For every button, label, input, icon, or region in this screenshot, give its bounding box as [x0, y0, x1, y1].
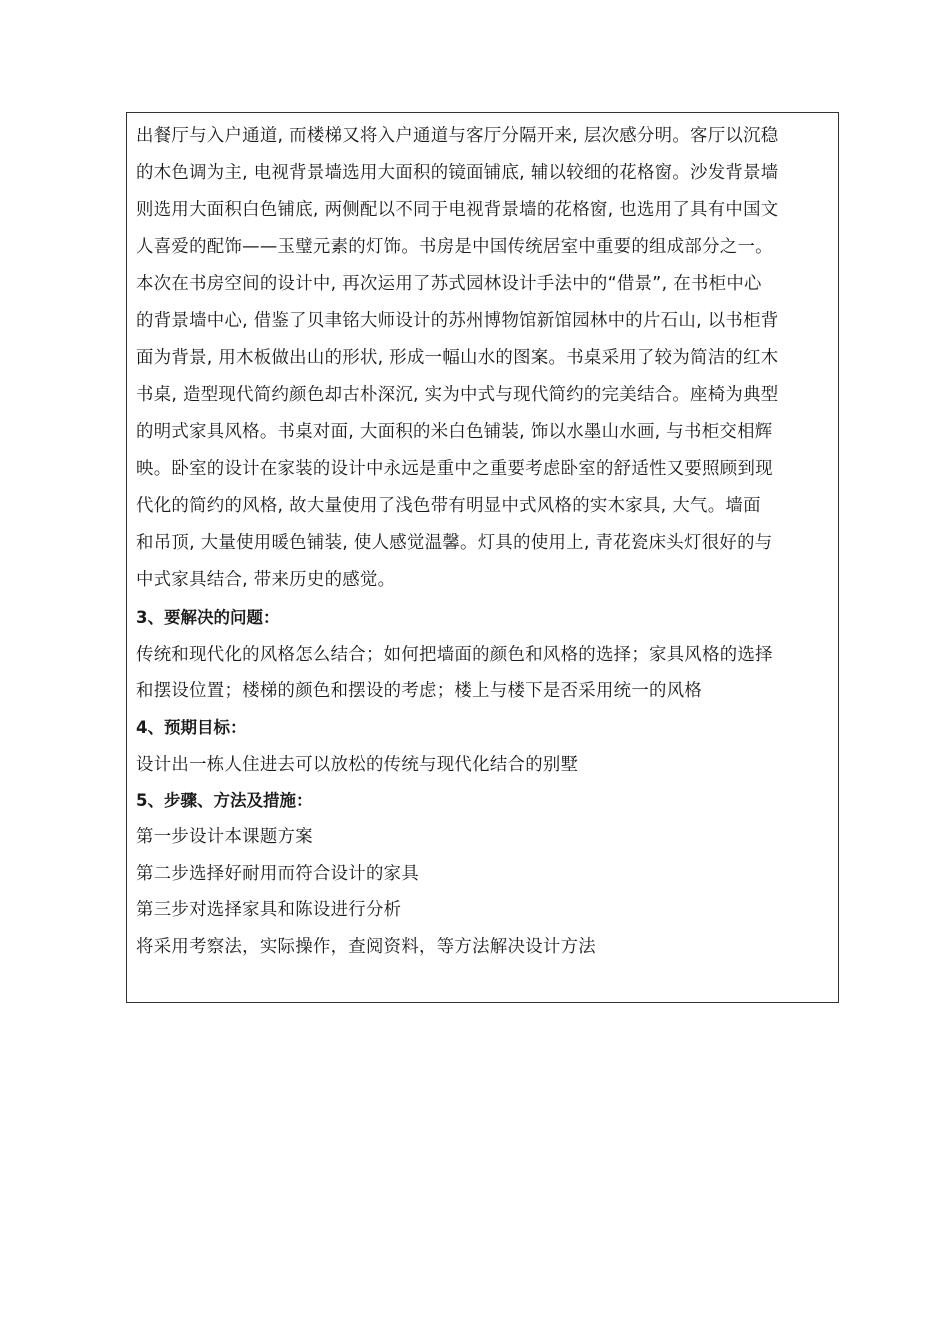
- section-5-line: 将采用考察法，实际操作，查阅资料，等方法解决设计方法: [136, 937, 596, 957]
- paragraph-line: 人喜爱的配饰——玉璧元素的灯饰。书房是中国传统居室中重要的组成部分之一。: [136, 237, 773, 257]
- paragraph-line: 的木色调为主, 电视背景墙选用大面积的镜面铺底, 辅以较细的花格窗。沙发背景墙: [136, 163, 779, 183]
- section-5-line: 第二步选择好耐用而符合设计的家具: [136, 864, 420, 884]
- paragraph-line: 映。卧室的设计在家装的设计中永远是重中之重要考虑卧室的舒适性又要照顾到现: [136, 459, 773, 479]
- paragraph-line: 出餐厅与入户通道, 而楼梯又将入户通道与客厅分隔开来, 层次感分明。客厅以沉稳: [136, 126, 779, 146]
- section-5-heading: 5、步骤、方法及措施：: [136, 791, 313, 810]
- section-3-line: 传统和现代化的风格怎么结合；如何把墙面的颜色和风格的选择；家具风格的选择: [136, 645, 773, 665]
- section-3-line: 和摆设位置；楼梯的颜色和摆设的考虑；楼上与楼下是否采用统一的风格: [136, 681, 703, 701]
- section-5-line: 第一步设计本课题方案: [136, 827, 313, 847]
- paragraph-line: 的明式家具风格。书桌对面, 大面积的米白色铺装, 饰以水墨山水画, 与书柜交相辉: [136, 422, 773, 442]
- form-table-cell: [126, 112, 839, 1003]
- section-4-heading: 4、预期目标：: [136, 718, 247, 737]
- section-4-line: 设计出一栋人住进去可以放松的传统与现代化结合的别墅: [136, 755, 579, 775]
- paragraph-line: 本次在书房空间的设计中, 再次运用了苏式园林设计手法中的“借景”, 在书柜中心: [136, 274, 762, 294]
- paragraph-line: 代化的简约的风格, 故大量使用了浅色带有明显中式风格的实木家具, 大气。墙面: [136, 496, 761, 516]
- section-3-heading: 3、要解决的问题：: [136, 608, 280, 627]
- paragraph-line: 中式家具结合, 带来历史的感觉。: [136, 570, 396, 590]
- paragraph-line: 的背景墙中心, 借鉴了贝聿铭大师设计的苏州博物馆新馆园林中的片石山, 以书柜背: [136, 311, 779, 331]
- section-5-line: 第三步对选择家具和陈设进行分析: [136, 900, 402, 920]
- paragraph-line: 面为背景, 用木板做出山的形状, 形成一幅山水的图案。书桌采用了较为简洁的红木: [136, 348, 779, 368]
- paragraph-line: 和吊顶, 大量使用暖色铺装, 使人感觉温馨。灯具的使用上, 青花瓷床头灯很好的与: [136, 533, 773, 553]
- paragraph-line: 书桌, 造型现代简约颜色却古朴深沉, 实为中式与现代简约的完美结合。座椅为典型: [136, 385, 779, 405]
- paragraph-line: 则选用大面积白色铺底, 两侧配以不同于电视背景墙的花格窗, 也选用了具有中国文: [136, 200, 779, 220]
